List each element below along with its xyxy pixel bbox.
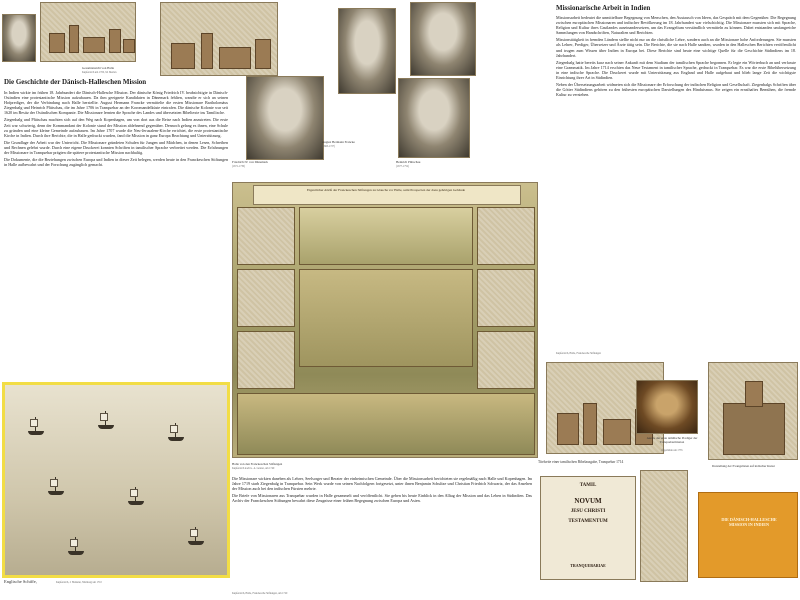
francke-portrait — [338, 8, 396, 94]
right-article-p4: Neben der Übersetzungsarbeit widmeten sich die Missionare der Erforschung der indischen Religion und Gesellschaft. Ziegenbalgs Schriften über die Götter Südindiens gehören zu den frühesten europäischen Darstellungen des Hinduismus. Sie zeigen ein ernsthaftes Bemühen, die fremde Kultur zu verstehen. — [556, 82, 796, 98]
nt-caption: Titelseite einer tamilischen Bibelausgabe, Tranquebar 1714 — [538, 460, 624, 464]
francke-subcaption: (1663-1727) — [322, 145, 335, 148]
nt-line1: TAMIL — [579, 483, 597, 488]
missionary-thumbnail — [2, 14, 36, 62]
right-article-p1: Missionsarbeit bedeutet die unmittelbare Begegnung von Menschen, den Austausch von Ideen, das Gespräch mit dem Gegenüber. Die Begegnung zwischen europäischen Missionaren und indischer Bevölkerung im 18. Jahrhundert war vielschichtig. Die Missionare mussten sich mit Sprache, Religion und Kultur ihres Gastlandes auseinandersetzen, um das Evangelium verständlich vermitteln zu können. Dabei entstanden umfangreiche Sammlungen von Handschriften, Naturalien und Berichten. — [556, 15, 796, 36]
ships-note: Kupferstich, J. Homann, Nürnberg um 1710 — [56, 581, 102, 584]
left-article-p1: In Indien wirkte im frühen 18. Jahrhundert die Dänisch-Hallesche Mission. Der dänische König Friedrich IV. beabsichtigte in Dänisch-Ostindien eine protestantische Mission aufzubauen. Da ihm geeignete Kandidaten in Dänemark fehlten, wandte er sich an seinen Hofprediger, der die Verbindung nach Halle herstellte. August Hermann Francke vermittelte die ersten Missionare Bartholomäus Ziegenbalg und Heinrich Plütschau, die im Jahre 1706 in Tranquebar an der Koromandelküste eintrafen. Die dänische Kolonie war seit 1620 im Besitz der Ostindischen Kompanie. Die Missionare lernten die Sprache des Landes und übersetzten Bibeltexte ins Tamilische. — [4, 90, 228, 116]
aaron-subcaption: Ölgemälde um 1735 — [661, 449, 683, 452]
pluetschau-subcaption: (1677-1752) — [396, 165, 409, 168]
aaron-caption: Aaron, der erste tamilische Prediger der Tranquebarmission — [646, 436, 698, 444]
center-article-body — [232, 476, 532, 590]
franckesche-stiftungen-engraving — [232, 182, 538, 458]
church-engraving — [708, 362, 798, 460]
right-article-body — [556, 15, 796, 347]
english-ships-image — [2, 382, 230, 578]
town-engraving — [160, 2, 278, 76]
orange-book-title: DIE DÄNISCH-HALLESCHE MISSION IN INDIEN — [721, 517, 777, 527]
nt-line4: TESTAMENTUM — [568, 519, 608, 524]
friedrich-portrait — [246, 76, 324, 160]
right-article-p2: Missionstätigkeit in fremden Ländern stellte nicht nur an die christliche Lehre, sondern auch an die Missionare hohe Anforderungen. Sie mussten als Lehrer, Prediger, Übersetzer und Ärzte tätig sein. Die Berichte, die sie nach Halle sandten, wurden in den Halleschen Berichten veröffentlicht und trugen zum Wissen über Indien in Europa bei. Diese Berichte sind heute eine wichtige Quelle für die Geschichte Südindiens im 18. Jahrhundert. — [556, 37, 796, 58]
engraving-banner-title: Eigentlicher Abriß der Franckeschen Stiftungen zu Glaucha vor Halle, samt Prospecten der dazu gehörigen Gebäude — [306, 188, 466, 192]
left-article-heading: Die Geschichte der Dänisch-Halleschen Mission — [4, 78, 147, 86]
left-article-p3: Die Grundlage der Arbeit war der Unterricht. Die Missionare gründeten Schulen für Jungen und Mädchen, in denen Lesen, Schreiben und Rechnen gelehrt wurde. Durch eine eigene Druckerei konnten Schriften in tamilischer Sprache verbreitet werden. Die Erfahrungen der Missionare in Tranquebar prägten die spätere protestantische Mission nachhaltig. — [4, 139, 228, 156]
halle-subcaption: Kupferstich um 1700, M. Merian — [82, 71, 117, 74]
halle-caption: Gesamtansicht von Halle — [82, 66, 115, 70]
evangelist-caption: Darstellung der Evangelisten auf indischer Kunst — [712, 464, 775, 468]
orange-book-cover — [698, 492, 798, 578]
ziegenbalg-portrait — [410, 2, 476, 76]
nt-title-page — [540, 476, 636, 580]
left-article-p4: Die Dokumente, die die Beziehungen zwischen Europa und Indien in dieser Zeit belegen, werden heute in den Franckeschen Stiftungen in Halle aufbewahrt und der Forschung zugänglich gemacht. — [4, 157, 228, 168]
left-article-body — [4, 90, 228, 372]
franckesche-subcaption: Kupferstich nach G. A. Gruner, um 1749 — [232, 467, 275, 470]
center-article-p2: Die Briefe von Missionaren aus Tranquebar wurden in Halle gesammelt und veröffentlicht. Sie geben bis heute Einblick in den Alltag der Mission und das Leben in Südindien. Das Archiv der Franckeschen Stiftungen bewahrt diese Zeugnisse einer frühen Begegnung zwischen Europa und Asien. — [232, 493, 532, 504]
nt-line5: TRANQUEBARIAE — [570, 563, 606, 568]
nt-line3: JESU CHRISTI — [570, 509, 606, 514]
ships-caption: Englische Schiffe, — [4, 579, 37, 584]
friedrich-subcaption: (1671-1730) — [232, 165, 245, 168]
center-article-p1: Die Missionare wirkten daneben als Lehrer, Seelsorger und Berater der einheimischen Gemeinde. Über die Missionsarbeit berichteten sie regelmäßig nach Halle und Kopenhagen. Im Jahre 1719 starb Ziegenbalg in Tranquebar. Sein Werk wurde von seinen Nachfolgern fortgesetzt, unter ihnen Benjamin Schultze und Christian Friedrich Schwartz, der das Ansehen der Mission auch bei den indischen Fürsten mehrte. — [232, 476, 532, 492]
right-article-heading: Missionarische Arbeit in Indien — [556, 4, 651, 12]
nt-line2: NOVUM — [574, 497, 602, 505]
halle-view-image — [40, 2, 136, 62]
left-article-p2: Ziegenbalg und Plütschau machten sich auf den Weg nach Kopenhagen, um von dort aus die Reise nach Indien anzutreten. Die erste Zeit war schwierig, denn der Kommandant der Kolonie stand der Mission ablehnend gegenüber. Dennoch gelang es ihnen, eine Schule zu gründen und eine kleine Gemeinde aufzubauen. Im Jahre 1707 wurde die Neu-Jerusalem-Kirche errichtet, die erste protestantische Kirche in Indien. Durch ihre Berichte, die in Halle gedruckt wurden, fand die Mission in ganz Europa Beachtung und Unterstützung. — [4, 117, 228, 138]
franckesche-caption: Halle von den Franckeschen Stiftungen — [232, 462, 283, 466]
center-bottom-note: Kupferstich, Halle, Franckesche Stiftungen, um 1720 — [232, 592, 288, 595]
manuscript-image — [640, 470, 688, 582]
right-article-footnote: Kupferstich, Halle, Franckesche Stiftungen — [556, 352, 601, 355]
francke-caption: August Hermann Francke — [322, 140, 355, 144]
pluetschau-portrait — [398, 78, 470, 158]
friedrich-caption: Friedrich IV. von Dänemark — [232, 160, 268, 164]
aaron-portrait — [636, 380, 698, 434]
right-article-p3: Ziegenbalg hatte bereits kurz nach seiner Ankunft mit dem Studium der tamilischen Sprache begonnen. Er legte ein Wörterbuch an und verfasste eine Grammatik. Im Jahre 1714 erschien das Neue Testament in tamilischer Sprache, gedruckt in Tranquebar. Es war die erste Bibelübersetzung in eine indische Sprache. Die Druckerei wurde mit Unterstützung aus England und Halle aufgebaut und blieb lange Zeit die wichtigste Einrichtung ihrer Art in Südindien. — [556, 59, 796, 81]
pluetschau-caption: Heinrich Plütschau — [396, 160, 421, 164]
